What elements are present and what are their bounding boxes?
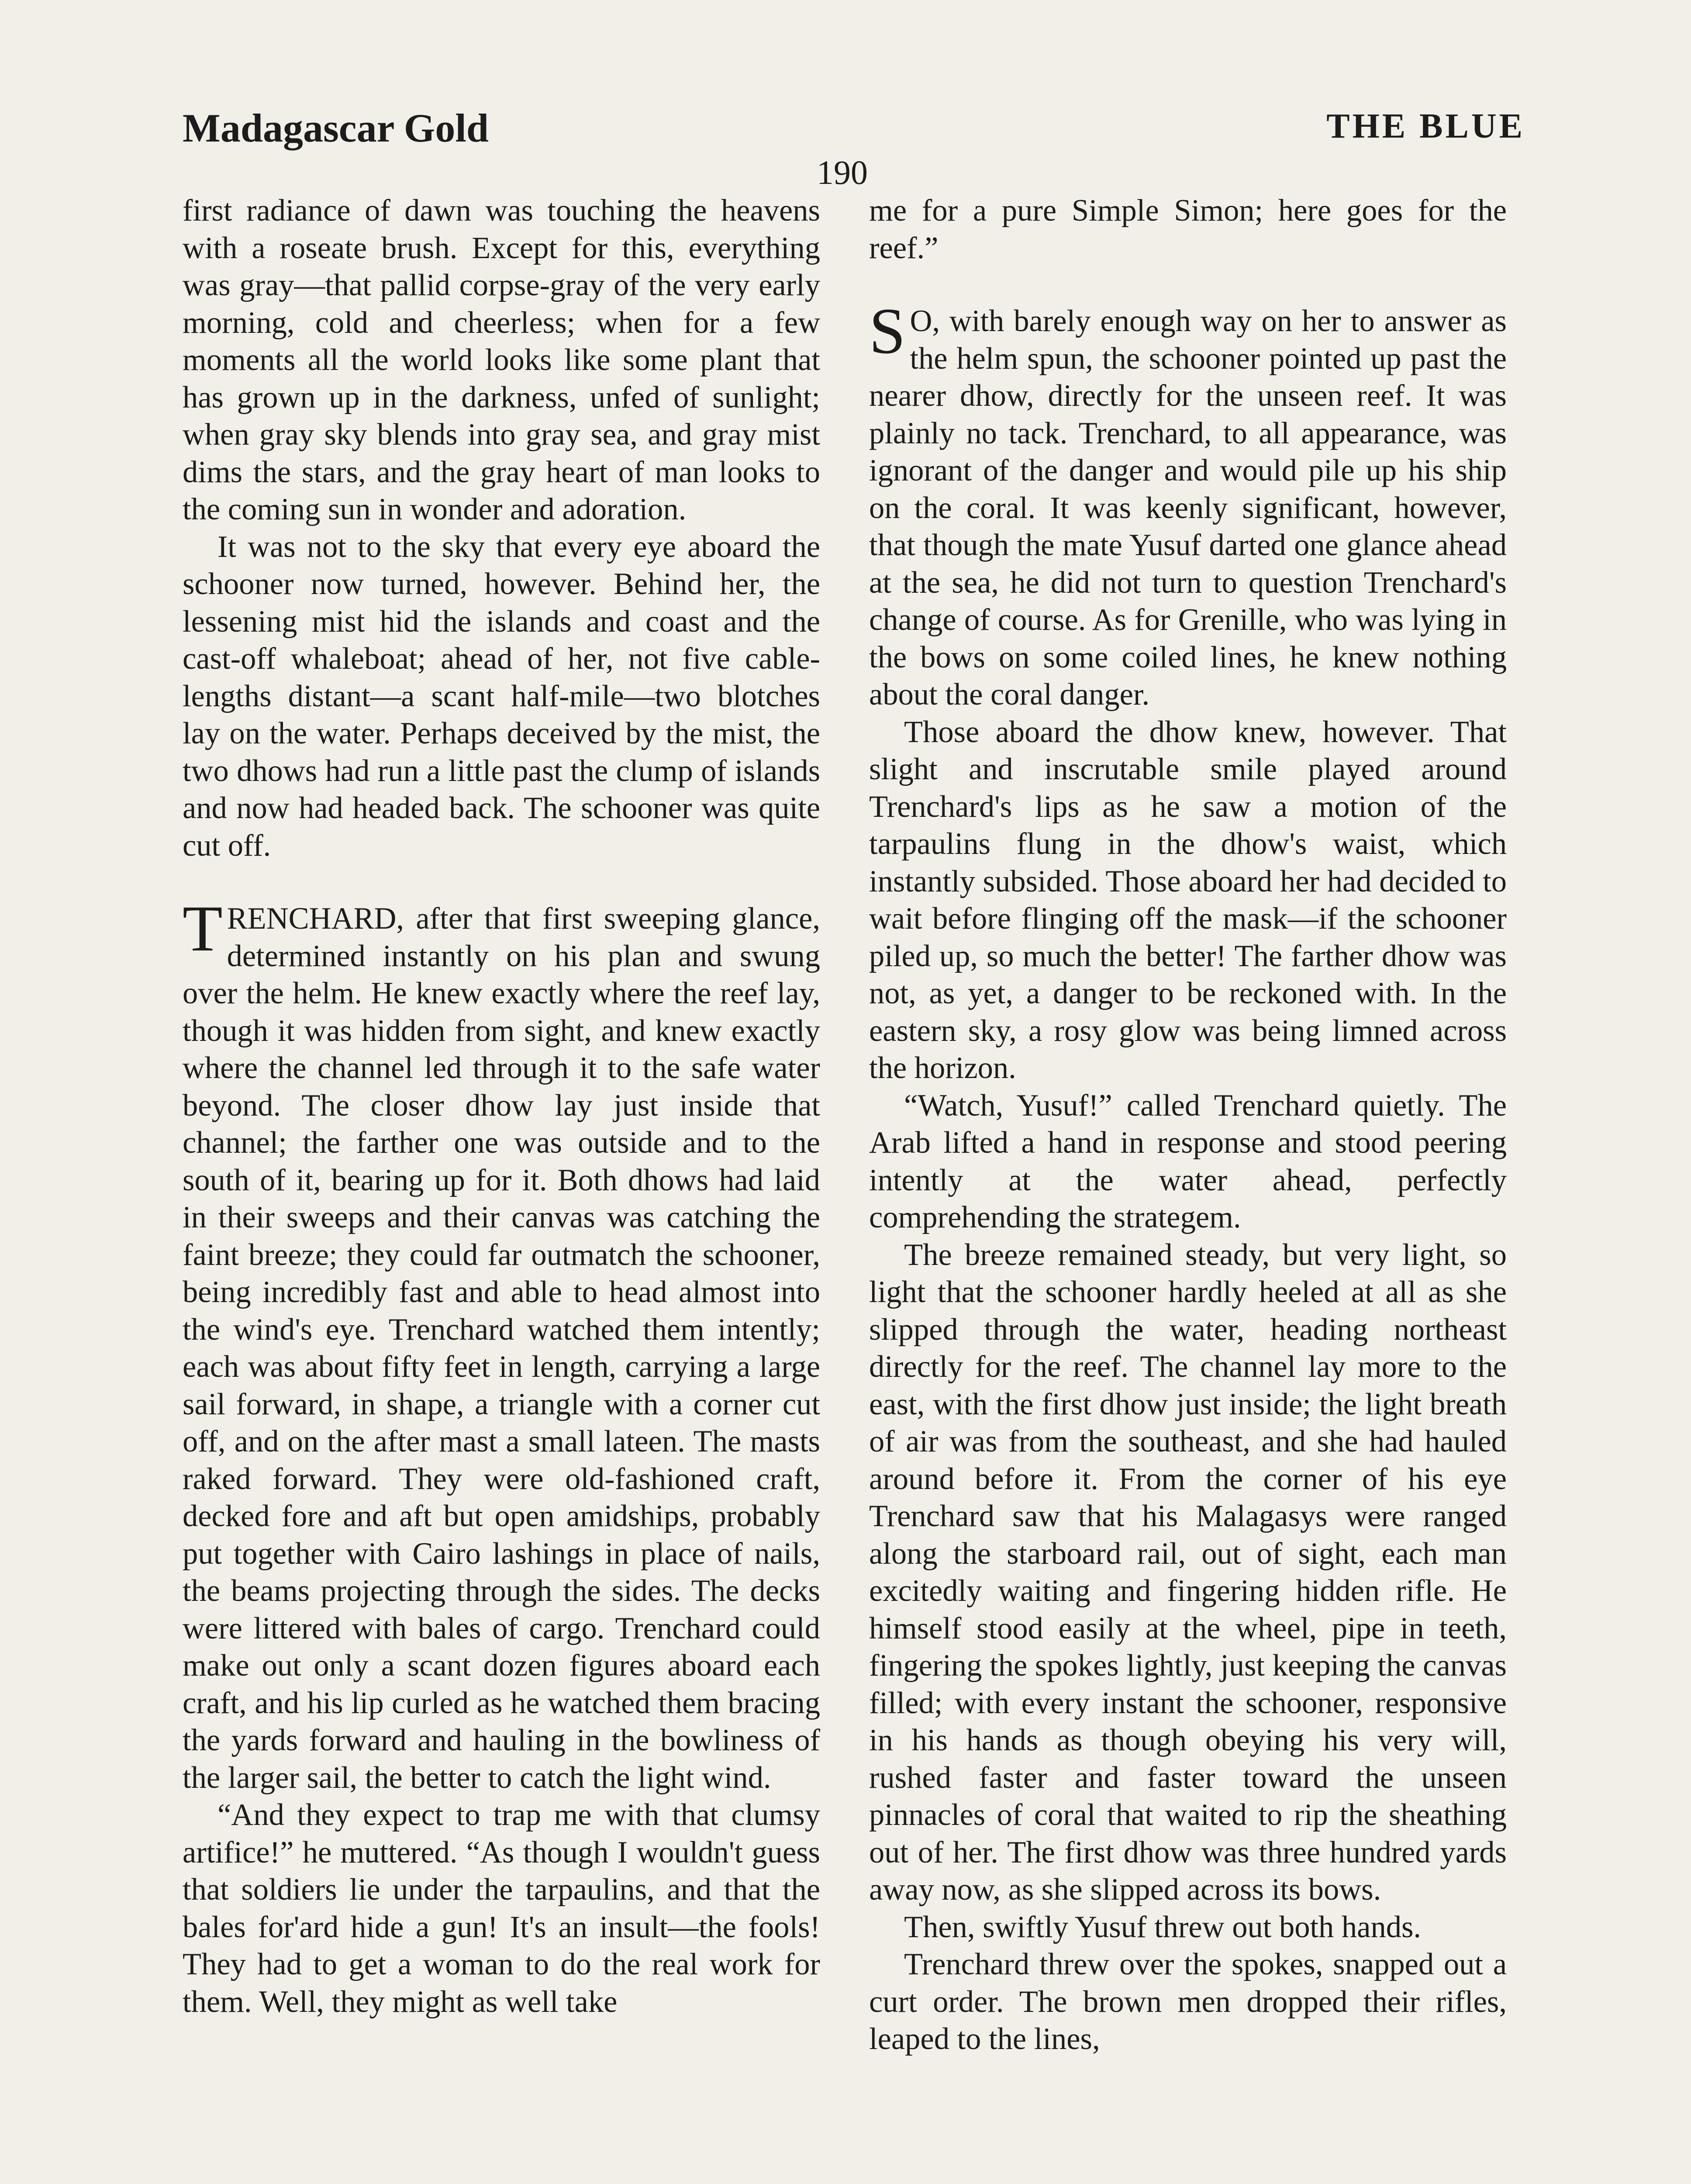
drop-cap: T [183,892,223,965]
section-break [183,864,820,900]
magazine-title: THE BLUE [1326,107,1525,145]
paragraph-text: O, with barely enough way on her to answer as the helm spun, the schooner pointed up past the nearer dhow, directly for the unseen reef. It was plainly no tack. Trenchard, to all appearance, was ignorant of the danger and would pile up his ship on the coral. It was keenly significant, however, that though the mate Yusuf darted one glance ahead at the sea, he did not turn to question Trenchard's change of course. As for Grenille, who was lying in the bows on some coiled lines, he knew nothing about the coral danger. [869,304,1507,712]
paragraph: me for a pure Simple Simon; here goes for the reef.” [869,194,1507,265]
paragraph: It was not to the sky that every eye aboard the schooner now turned, however. Behind her, the lessening mist hid the islands and coast and the cast-off whaleboat; ahead of her, not five cable-lengths distant—a scant half-mile—two blotches lay on the water. Perhaps deceived by the mist, the two dhows had run a little past the clump of islands and now had headed back. The schooner was quite cut off. [183,529,820,863]
story-title: Madagascar Gold [183,106,489,150]
drop-cap: S [869,295,906,367]
paragraph-dropcap [183,892,820,1797]
paragraph: Then, swiftly Yusuf threw out both hands. [904,1910,1422,1944]
left-column [183,192,820,2021]
paragraph: “Watch, Yusuf!” called Trenchard quietly. The Arab lifted a hand in response and stood peering intently at the water ahead, perfectly comprehending the strategem. [869,1088,1507,1234]
paragraph-text: RENCHARD, after that first sweeping glance, determined instantly on his plan and swung over the helm. He knew exactly where the reef lay, though it was hidden from sight, and knew exactly where the channel led through it to the safe water beyond. The closer dhow lay just inside that channel; the farther one was outside and to the south of it, bearing up for it. Both dhows had laid in their sweeps and their canvas was catching the faint breeze; they could far outmatch the schooner, being incredibly fast and able to head almost into the wind's eye. Trenchard watched them intently; each was about fifty feet in length, carrying a large sail forward, in shape, a triangle with a corner cut off, and on the after mast a small lateen. The masts raked forward. They were old-fashioned craft, decked fore and aft but open amidships, probably put together with Cairo lashings in place of nails, the beams projecting through the sides. The decks were littered with bales of cargo. Trenchard could make out only a scant dozen figures aboard each craft, and his lip curled as he watched them bracing the yards forward and hauling in the bowliness of the larger sail, the better to catch the light wind. [183,902,820,1795]
paragraph: “And they expect to trap me with that clumsy artifice!” he muttered. “As though I wouldn't guess that soldiers lie under the tarpaulins, and that the bales for'ard hide a gun! It's an insult—the fools! They had to get a woman to do the real work for them. Well, they might as well take [183,1798,820,2019]
paragraph: The breeze remained steady, but very light, so light that the schooner hardly heeled at all as she slipped through the water, heading northeast directly for the reef. The channel lay more to the east, with the first dhow just inside; the light breath of air was from the southeast, and she had hauled around before it. From the corner of his eye Trenchard saw that his Malagasys were ranged along the starboard rail, out of sight, each man excitedly waiting and fingering hidden rifle. He himself stood easily at the wheel, pipe in teeth, fingering the spokes lightly, just keeping the canvas filled; with every instant the schooner, responsive in his hands as though obeying his very will, rushed faster and faster toward the unseen pinnacles of coral that waited to rip the sheathing out of her. The first dhow was three hundred yards away now, as she slipped across its bows. [869,1237,1507,1907]
right-column [869,192,1507,2058]
paragraph: Trenchard threw over the spokes, snapped out a curt order. The brown men dropped their rifles, leaped to the lines, [869,1947,1507,2056]
section-break [869,267,1507,303]
paragraph: first radiance of dawn was touching the heavens with a roseate brush. Except for this, everything was gray—that pallid corpse-gray of the very early morning, cold and cheerless; when for a few moments all the world looks like some plant that has grown up in the darkness, unfed of sunlight; when gray sky blends into gray sea, and gray mist dims the stars, and the gray heart of man looks to the coming sun in wonder and adoration. [183,194,820,526]
paragraph: Those aboard the dhow knew, however. That slight and inscrutable smile played around Trenchard's lips as he saw a motion of the tarpaulins flung in the dhow's waist, which instantly subsided. Those aboard her had decided to wait before flinging off the mask—if the schooner piled up, so much the better! The farther dhow was not, as yet, a danger to be reckoned with. In the eastern sky, a rosy glow was being limned across the horizon. [869,715,1507,1085]
paragraph-dropcap [869,295,1507,714]
page-number: 190 [817,153,868,191]
